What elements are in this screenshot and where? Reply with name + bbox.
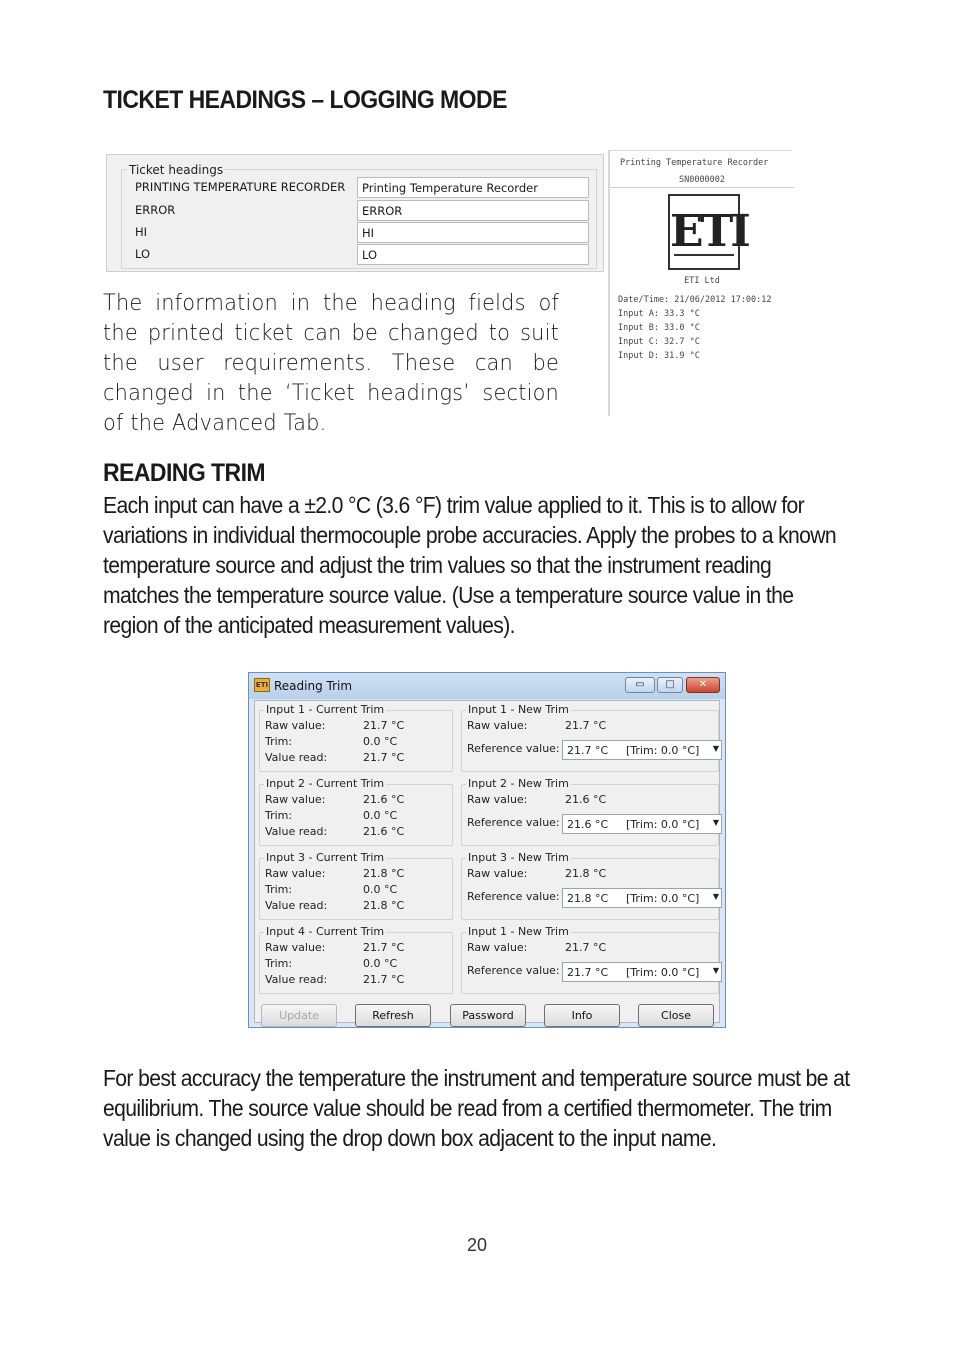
new-trim-group-4 [461, 925, 719, 994]
ticket-headings-description: The information in the heading fields of the printed ticket can be changed to suit the user requirements. These can be changed in the ‘Ticket headings’ section of the Advanced Tab. [103, 291, 559, 436]
current-trim-group-1 [259, 703, 453, 772]
trim-value: 0.0 °C [363, 957, 398, 970]
read-label: Value read: [265, 973, 328, 986]
heading-input[interactable]: HI [357, 222, 589, 243]
reference-dropdown[interactable] [562, 740, 722, 760]
raw-value: 21.6 °C [363, 793, 405, 806]
chevron-down-icon[interactable]: ▼ [712, 744, 719, 753]
raw-value: 21.8 °C [565, 867, 607, 880]
raw-value: 21.6 °C [565, 793, 607, 806]
dialog-titlebar[interactable] [249, 673, 725, 699]
trim-value: 0.0 °C [363, 883, 398, 896]
ticket-headings-panel [106, 154, 604, 272]
password-button[interactable]: Password [450, 1004, 526, 1027]
group-title: Input 2 - Current Trim [266, 777, 385, 790]
trim-label: Trim: [265, 809, 293, 822]
group-title: Input 3 - Current Trim [266, 851, 385, 864]
info-button[interactable]: Info [544, 1004, 620, 1027]
refresh-button[interactable]: Refresh [355, 1004, 431, 1027]
ticket-reading: Input D: 31.9 °C [618, 351, 700, 361]
reference-label: Reference value: [467, 890, 560, 903]
read-value: 21.6 °C [363, 825, 405, 838]
raw-value: 21.7 °C [363, 941, 405, 954]
current-trim-group-4 [259, 925, 453, 994]
maximize-button[interactable]: □ [657, 677, 683, 693]
ticket-serial: SN0000002 [678, 175, 726, 185]
raw-label: Raw value: [265, 793, 326, 806]
current-trim-group-3 [259, 851, 453, 920]
current-trim-group-2 [259, 777, 453, 846]
trim-label: Trim: [265, 883, 293, 896]
reference-dropdown[interactable] [562, 962, 722, 982]
chevron-down-icon[interactable]: ▼ [712, 966, 719, 975]
ticket-headings-legend: Ticket headings [129, 163, 224, 177]
group-title: Input 4 - Current Trim [266, 925, 385, 938]
section-heading-trim: READING TRIM [103, 459, 266, 487]
trim-label: Trim: [265, 957, 293, 970]
ticket-datetime: Date/Time: 21/06/2012 17:00:12 [618, 295, 772, 305]
heading-input[interactable]: Printing Temperature Recorder [357, 177, 589, 198]
group-title: Input 3 - New Trim [468, 851, 569, 864]
read-label: Value read: [265, 751, 328, 764]
raw-value: 21.8 °C [363, 867, 405, 880]
heading-label: LO [135, 247, 151, 261]
raw-label: Raw value: [467, 793, 528, 806]
accuracy-note: For best accuracy the temperature the instrument and temperature source must be at equilibrium. The source value should be read from a certified thermometer. The trim value is changed using the drop down box adjacent to the input name. [103, 1065, 850, 1151]
ticket-company: ETI Ltd [684, 276, 720, 286]
new-trim-group-3 [461, 851, 719, 920]
raw-value: 21.7 °C [565, 941, 607, 954]
trim-value: 0.0 °C [363, 809, 398, 822]
page-number: 20 [466, 1235, 488, 1255]
new-trim-group-1 [461, 703, 719, 772]
reference-value: 21.6 °C [567, 818, 609, 831]
raw-label: Raw value: [467, 867, 528, 880]
reading-trim-description: Each input can have a ±2.0 °C (3.6 °F) trim value applied to it. This is to allow for variations in individual thermocouple probe accuracies. Apply the probes to a known temperature source and adjust the trim values so that the instrument reading matches the temperature source value. (Use a temperature source value in the region of the anticipated measurement values). [103, 492, 837, 638]
heading-label: HI [135, 225, 148, 239]
raw-label: Raw value: [265, 941, 326, 954]
heading-input[interactable]: LO [357, 244, 589, 265]
reference-value: 21.8 °C [567, 892, 609, 905]
heading-label: ERROR [135, 203, 176, 217]
app-icon: ETI [254, 678, 270, 692]
chevron-down-icon[interactable]: ▼ [712, 892, 719, 901]
eti-logo-text: ETI [670, 206, 748, 257]
reference-trim: [Trim: 0.0 °C] [626, 892, 700, 905]
reference-label: Reference value: [467, 816, 560, 829]
reference-trim: [Trim: 0.0 °C] [626, 818, 700, 831]
group-title: Input 1 - New Trim [468, 703, 569, 716]
read-value: 21.7 °C [363, 973, 405, 986]
group-title: Input 2 - New Trim [468, 777, 569, 790]
reference-trim: [Trim: 0.0 °C] [626, 966, 700, 979]
reference-value: 21.7 °C [567, 966, 609, 979]
trim-label: Trim: [265, 735, 293, 748]
reading-trim-dialog [248, 672, 726, 1028]
trim-value: 0.0 °C [363, 735, 398, 748]
minimize-button[interactable]: ▭ [625, 677, 655, 693]
read-label: Value read: [265, 899, 328, 912]
chevron-down-icon[interactable]: ▼ [712, 818, 719, 827]
group-title: Input 1 - New Trim [468, 925, 569, 938]
heading-label: PRINTING TEMPERATURE RECORDER [135, 180, 346, 194]
printed-ticket [608, 150, 792, 416]
update-button[interactable]: Update [261, 1004, 337, 1027]
raw-label: Raw value: [467, 719, 528, 732]
section-heading-ticket: TICKET HEADINGS – LOGGING MODE [103, 86, 507, 114]
eti-logo [668, 194, 748, 270]
ticket-reading: Input C: 32.7 °C [618, 337, 700, 347]
heading-input[interactable]: ERROR [357, 200, 589, 221]
raw-value: 21.7 °C [363, 719, 405, 732]
reference-dropdown[interactable] [562, 814, 722, 834]
dialog-title: Reading Trim [274, 679, 353, 693]
reference-label: Reference value: [467, 964, 560, 977]
close-button[interactable]: Close [638, 1004, 714, 1027]
ticket-reading: Input A: 33.3 °C [618, 309, 700, 319]
ticket-title: Printing Temperature Recorder [620, 158, 769, 168]
reference-dropdown[interactable] [562, 888, 722, 908]
read-value: 21.7 °C [363, 751, 405, 764]
reference-trim: [Trim: 0.0 °C] [626, 744, 700, 757]
new-trim-group-2 [461, 777, 719, 846]
ticket-reading: Input B: 33.0 °C [618, 323, 700, 333]
dialog-client-area [254, 700, 720, 1023]
raw-value: 21.7 °C [565, 719, 607, 732]
group-title: Input 1 - Current Trim [266, 703, 385, 716]
read-label: Value read: [265, 825, 328, 838]
raw-label: Raw value: [265, 867, 326, 880]
raw-label: Raw value: [265, 719, 326, 732]
reference-label: Reference value: [467, 742, 560, 755]
ticket-divider [610, 187, 794, 188]
window-close-icon[interactable]: ✕ [686, 677, 720, 693]
read-value: 21.8 °C [363, 899, 405, 912]
reference-value: 21.7 °C [567, 744, 609, 757]
raw-label: Raw value: [467, 941, 528, 954]
